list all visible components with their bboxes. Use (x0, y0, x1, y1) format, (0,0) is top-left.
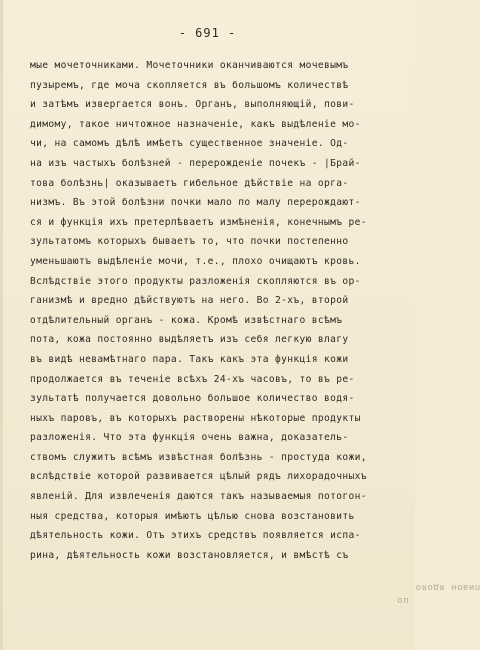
text-line: ныхъ паровъ, въ которыхъ растворены нѣкоторые продукты (30, 412, 361, 424)
text-line: и затѣмъ извергается вонъ. Органъ, выполняющій, пови- (30, 99, 355, 111)
text-line: рина, дѣятельность кожи возстановляется, и вмѣстѣ съ (30, 549, 349, 561)
text-line: ныя средства, которыя имѣютъ цѣлью снова возстановить (30, 510, 355, 522)
body-text (30, 56, 403, 565)
text-line: явленій. Для извлеченія даются такъ называемыя потогон- (30, 491, 367, 503)
text-line: въ видѣ невамѣтнаго пара. Такъ какъ эта функція кожи (30, 353, 349, 365)
text-line: продолжается въ теченіе всѣхъ 24-хъ часовъ, то въ ре- (30, 373, 355, 385)
text-line: пузыремъ, где моча скопляется въ большомъ количествѣ (30, 79, 349, 91)
page-number: - 691 - (178, 26, 237, 40)
text-line: вслѣдствіе которой развивается цѣлый рядъ лихорадочныхъ (30, 471, 367, 483)
text-line: ствомъ служитъ всѣмъ извѣстная болѣзнь - простуда кожи, (30, 451, 367, 463)
text-line: зультатѣ получается довольно большое количество водя- (30, 393, 355, 405)
text-line: уменьшаютъ выдѣленіе мочи, т.е., плохо очищаютъ кровь. (30, 255, 361, 267)
text-line: ся и функція ихъ претерпѣваетъ измѣненія, конечнымъ ре- (30, 216, 367, 228)
text-line: отдѣлительный органъ - кожа. Кромѣ извѣстнаго всѣмъ (30, 314, 343, 326)
text-line: Вслѣдствіе этого продукты разложенія скопляются въ ор- (30, 275, 361, 287)
text-line: низмъ. Въ этой болѣзни почки мало по малу перерождают- (30, 197, 361, 209)
text-line: мые мочеточниками. Мочеточники оканчиваются мочевымъ (30, 60, 349, 71)
text-line: това болѣзнь| оказываетъ гибельное дѣйствіе на орга- (30, 177, 349, 189)
text-line: дѣятельность кожи. Отъ этихъ средствъ появляется испа- (30, 530, 361, 542)
text-line: димому, такое ничтожное назначеніе, какъ выдѣленіе мо- (30, 118, 361, 130)
text-line: пота, кожа постоянно выдѣляетъ изъ себя легкую влагу (30, 334, 349, 346)
text-line: на изъ частыхъ болѣзней - перерожденіе почекъ - |Брай- (30, 157, 361, 169)
text-line: ганизмѣ и вредно дѣйствуютъ на него. Во 2-хъ, второй (30, 295, 349, 307)
text-line: разложенія. Что эта функція очень важна, доказатель- (30, 432, 349, 444)
page-edge (0, 0, 3, 650)
bleed-through-text: оп (397, 596, 409, 606)
text-line: зультатомъ которыхъ бываетъ то, что почки постепенно (30, 236, 349, 248)
bleed-through-text: пиаон ядояо (415, 582, 480, 592)
text-line: чи, на самомъ дѣлѣ имѣетъ существенное значеніе. Од- (30, 138, 349, 150)
